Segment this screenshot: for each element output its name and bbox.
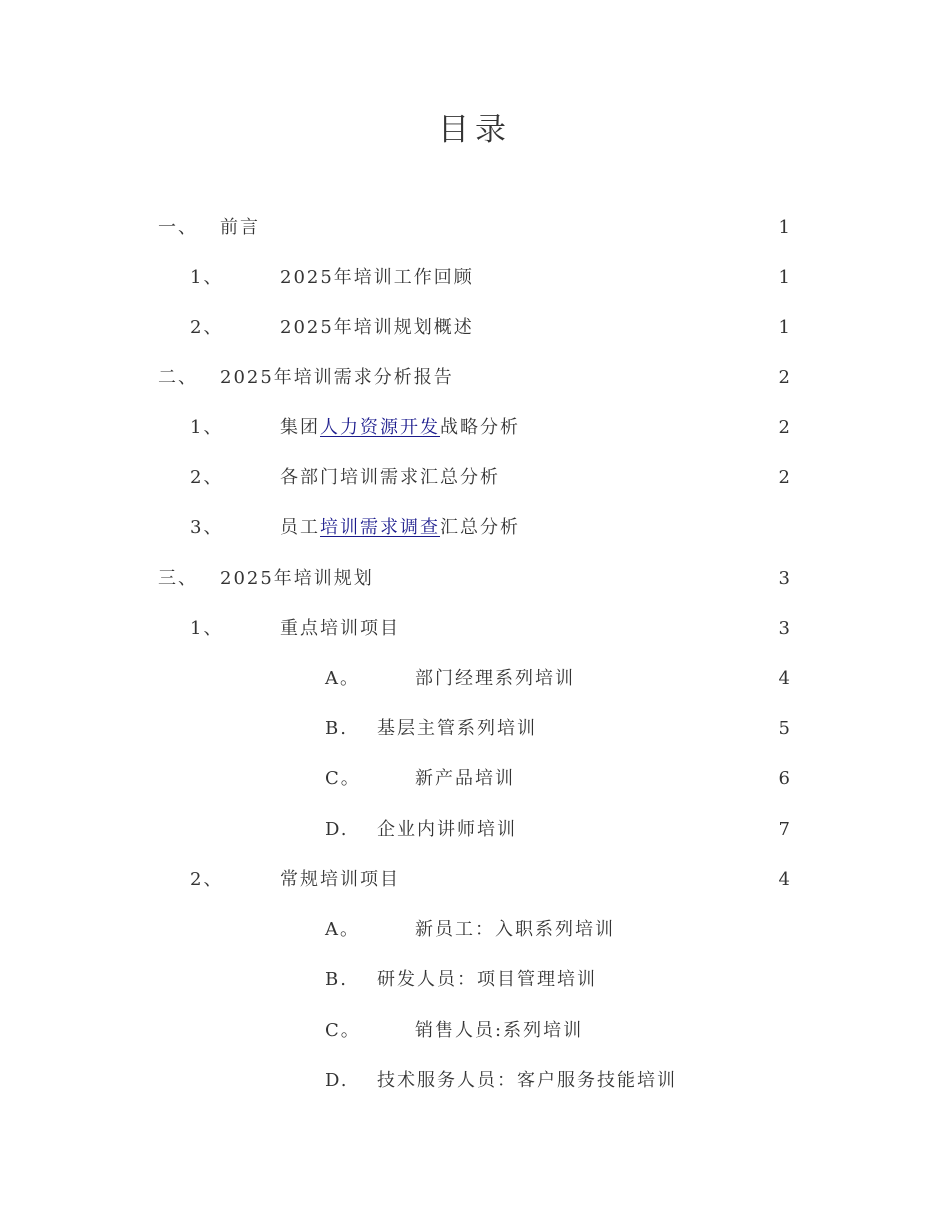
toc-entry-number: B. [325,718,348,739]
toc-entry-page: 2 [778,417,790,438]
hyperlink-hr-development[interactable]: 人力资源开发 [320,417,440,438]
toc-entry-text: 重点培训项目 [280,618,400,639]
toc-entry[interactable] [0,764,950,794]
toc-entry-text: 新员工：入职系列培训 [415,919,615,940]
toc-entry-text: 2025年培训规划概述 [280,317,474,338]
toc-entry-page: 1 [778,217,790,238]
toc-entry-page: 4 [778,869,790,890]
toc-entry-text: 2025年培训规划 [220,568,374,589]
toc-entry-text: 基层主管系列培训 [377,718,537,739]
toc-entry-text: 部门经理系列培训 [415,668,575,689]
toc-entry-text: 研发人员：项目管理培训 [377,969,597,990]
toc-entry-text-prefix: 员工 [280,517,320,538]
toc-entry-page: 6 [778,768,790,789]
toc-entry-text: 技术服务人员：客户服务技能培训 [377,1070,677,1091]
toc-entry-text-suffix: 汇总分析 [440,517,520,538]
toc-entry-number: A。 [325,668,360,689]
toc-entry-number: 1、 [190,417,224,438]
toc-entry-text: 2025年培训需求分析报告 [220,367,454,388]
toc-entry[interactable] [0,815,950,845]
toc-entry-text: 销售人员:系列培训 [415,1020,584,1041]
toc-entry[interactable] [0,1016,950,1046]
toc-entry-number: 1、 [190,267,224,288]
toc-entry-page: 3 [778,568,790,589]
toc-entry-text-prefix: 集团 [280,417,320,438]
toc-entry-number: C。 [325,1020,361,1041]
toc-entry-number: C。 [325,768,361,789]
toc-entry-number: 2、 [190,317,224,338]
toc-entry[interactable] [0,413,950,443]
toc-entry-text: 2025年培训工作回顾 [280,267,474,288]
toc-entry-page: 4 [778,668,790,689]
toc-entry[interactable] [0,965,950,995]
toc-entry-page: 2 [778,467,790,488]
page-title: 目录 [438,112,512,148]
toc-entry[interactable] [0,865,950,895]
toc-entry-number: 1、 [190,618,224,639]
toc-entry-number: A。 [325,919,360,940]
toc-entry-page: 7 [778,819,790,840]
toc-entry-number: B. [325,969,348,990]
toc-entry-number: 2、 [190,869,224,890]
hyperlink-training-survey[interactable]: 培训需求调查 [320,517,440,538]
toc-entry[interactable] [0,463,950,493]
toc-entry-text: 常规培训项目 [280,869,400,890]
toc-entry[interactable] [0,664,950,694]
toc-entry[interactable] [0,513,950,543]
toc-entry[interactable] [0,564,950,594]
toc-entry-text: 各部门培训需求汇总分析 [280,467,500,488]
toc-entry[interactable] [0,313,950,343]
toc-entry-page: 3 [778,618,790,639]
toc-entry-number: D. [325,1070,349,1091]
toc-entry[interactable] [0,614,950,644]
toc-entry-page: 2 [778,367,790,388]
toc-entry-number: 二、 [158,367,198,388]
toc-entry[interactable] [0,363,950,393]
toc-entry[interactable] [0,714,950,744]
toc-entry-page: 1 [778,317,790,338]
toc-entry-number: 3、 [190,517,224,538]
toc-entry[interactable] [0,1066,950,1096]
toc-entry-text-suffix: 战略分析 [440,417,520,438]
toc-entry[interactable] [0,263,950,293]
toc-entry-text: 企业内讲师培训 [377,819,517,840]
toc-entry-page: 1 [778,267,790,288]
toc-entry-number: 2、 [190,467,224,488]
toc-entry-number: D. [325,819,349,840]
toc-entry-number: 一、 [158,217,198,238]
toc-entry[interactable] [0,213,950,243]
toc-entry-number: 三、 [158,568,198,589]
toc-entry-text [280,513,520,543]
toc-entry-page: 5 [778,718,790,739]
toc-entry-text [280,413,520,443]
toc-entry-text: 前言 [220,217,260,238]
toc-entry[interactable] [0,915,950,945]
toc-entry-text: 新产品培训 [415,768,515,789]
